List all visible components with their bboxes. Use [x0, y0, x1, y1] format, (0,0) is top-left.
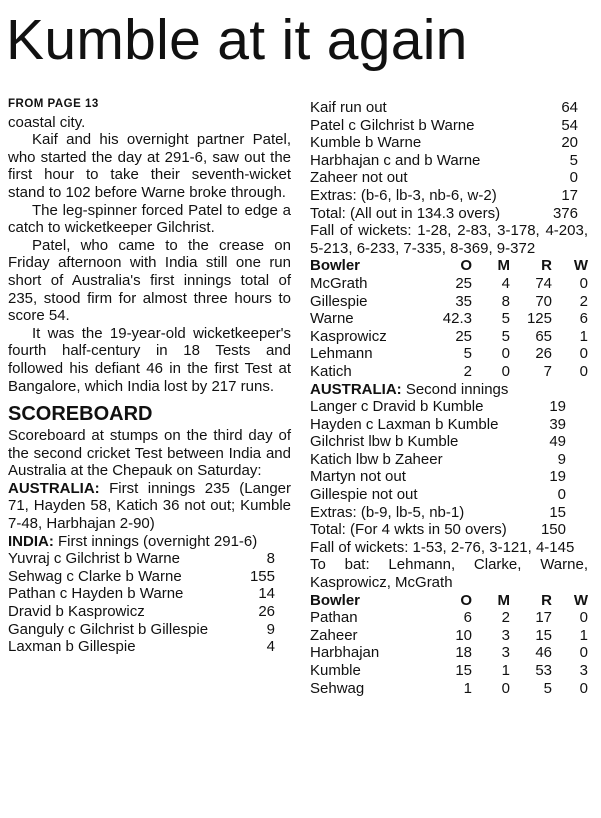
batsman: Hayden c Laxman b Kumble [310, 415, 499, 433]
wickets: 2 [579, 292, 588, 310]
runs: 64 [561, 99, 578, 116]
batting-row [8, 568, 291, 586]
bowling-row [310, 310, 588, 328]
bowling-row [310, 680, 588, 698]
runs: 17 [535, 609, 552, 627]
maidens: 8 [501, 292, 510, 310]
bowling-row [310, 627, 588, 645]
overs: 15 [455, 662, 472, 679]
bowler: Harbhajan [310, 644, 380, 662]
batting-row [310, 468, 566, 486]
total-row [310, 521, 566, 539]
australia-first-innings [8, 480, 291, 533]
overs: 10 [455, 626, 472, 644]
total-value: 376 [552, 204, 578, 222]
runs: 9 [557, 450, 566, 468]
maidens: 5 [501, 327, 510, 345]
overs: 1 [463, 679, 472, 697]
total-label: Total: (For 4 wkts in 50 overs) [310, 521, 507, 539]
maidens: 0 [501, 362, 510, 380]
wickets: 0 [579, 679, 588, 697]
header-overs: O [460, 257, 472, 275]
maidens: 1 [501, 662, 510, 679]
header-maidens: M [497, 591, 510, 609]
header-overs: O [460, 591, 472, 609]
bowler: Gillespie [310, 292, 368, 310]
wickets: 0 [579, 274, 588, 292]
overs: 25 [455, 327, 472, 345]
india-first-innings-text: First innings (overnight 291-6) [53, 532, 258, 550]
paragraph-4: It was the 19-year-old wicketkeeper's fourth half-century in 18 Tests and followed his defiant 46 in the first Test at Bangalore, which India lost by 217 runs. [8, 324, 291, 395]
extras-value: 17 [561, 186, 578, 204]
runs: 39 [549, 415, 566, 433]
bowling-header-row [310, 257, 588, 275]
continued-from-kicker: FROM PAGE 13 [8, 98, 99, 110]
australia-fall-of-wickets: Fall of wickets: 1-53, 2-76, 3-121, 4-145 [310, 538, 575, 556]
maidens: 5 [501, 310, 510, 328]
runs: 5 [543, 679, 552, 697]
paragraph-3: Patel, who came to the crease on Friday afternoon with India still one run short of Australia's first innings total of 235, stood firm for almost three hours to score 54. [8, 236, 291, 325]
bowler: Warne [310, 310, 354, 328]
batting-row [310, 486, 566, 504]
batsman: Pathan c Hayden b Warne [8, 585, 184, 603]
wickets: 1 [579, 327, 588, 345]
batsman: Kaif run out [310, 99, 387, 116]
scoreboard-heading: SCOREBOARD [8, 403, 153, 426]
wickets: 0 [579, 345, 588, 363]
header-maidens: M [497, 257, 510, 275]
bowling-row [310, 609, 588, 627]
runs: 155 [249, 567, 275, 585]
batsman: Yuvraj c Gilchrist b Warne [8, 550, 180, 568]
paragraph-2: The leg-spinner forced Patel to edge a catch to wicketkeeper Gilchrist. [8, 201, 291, 237]
overs: 5 [463, 345, 472, 363]
runs: 19 [549, 468, 566, 486]
australia-bowling-table [310, 257, 588, 380]
overs: 18 [455, 644, 472, 662]
scoreboard-intro: Scoreboard at stumps on the third day of the second cricket Test between India and Australia at the Chepauk on Saturday: [8, 427, 291, 480]
header-wickets: W [573, 591, 588, 609]
bowler: Zaheer [310, 626, 358, 644]
bowler: Pathan [310, 609, 358, 627]
runs: 7 [543, 362, 552, 380]
runs: 5 [569, 151, 578, 169]
header-bowler: Bowler [310, 591, 361, 609]
wickets: 1 [579, 626, 588, 644]
runs: 26 [535, 345, 552, 363]
extras-label: Extras: (b-9, lb-5, nb-1) [310, 503, 465, 521]
batsman: Gilchrist lbw b Kumble [310, 433, 459, 451]
runs: 15 [535, 626, 552, 644]
batting-row [310, 134, 588, 152]
runs: 74 [535, 274, 552, 292]
extras-row [310, 187, 588, 205]
wickets: 3 [579, 662, 588, 679]
overs: 6 [463, 609, 472, 627]
runs: 0 [557, 486, 566, 504]
batsman: Sehwag c Clarke b Warne [8, 567, 182, 585]
bowling-row [310, 644, 588, 662]
batting-row [8, 550, 291, 568]
australia-label: AUSTRALIA: [8, 479, 100, 497]
maidens: 0 [501, 345, 510, 363]
runs: 4 [266, 638, 275, 656]
bowling-row [310, 293, 588, 311]
batsman: Harbhajan c and b Warne [310, 151, 481, 169]
overs: 25 [455, 274, 472, 292]
batting-row [310, 451, 566, 469]
overs: 2 [463, 362, 472, 380]
bowling-row [310, 275, 588, 293]
bowler: Sehwag [310, 679, 365, 697]
batsman: Dravid b Kasprowicz [8, 603, 145, 621]
batting-row [8, 603, 291, 621]
india-batting-list [8, 550, 291, 656]
batting-row [8, 621, 291, 639]
batting-row [310, 416, 566, 434]
bowler: Kasprowicz [310, 327, 387, 345]
batting-row [310, 117, 588, 135]
australia-label: AUSTRALIA: [310, 380, 402, 398]
maidens: 2 [501, 609, 510, 627]
runs: 14 [258, 585, 275, 603]
bowling-row [310, 328, 588, 346]
runs: 26 [258, 603, 275, 621]
to-bat: To bat: Lehmann, Clarke, Warne, Kasprowicz, McGrath [310, 556, 588, 592]
batsman: Zaheer not out [310, 169, 408, 187]
extras-row [310, 504, 566, 522]
bowling-row [310, 662, 588, 680]
wickets: 0 [579, 609, 588, 627]
runs: 0 [569, 169, 578, 187]
total-value: 150 [540, 521, 566, 539]
india-fall-of-wickets: Fall of wickets: 1-28, 2-83, 3-178, 4-203, 5-213, 6-233, 7-335, 8-369, 9-372 [310, 222, 588, 257]
india-batting-continued [310, 99, 588, 222]
bowler: Kumble [310, 662, 361, 679]
overs: 35 [455, 292, 472, 310]
header-wickets: W [573, 257, 588, 275]
right-column [310, 99, 588, 697]
batsman: Kumble b Warne [310, 134, 422, 152]
extras-value: 15 [549, 503, 566, 521]
wickets: 0 [579, 362, 588, 380]
bowling-row [310, 363, 588, 381]
runs: 49 [549, 433, 566, 451]
australia-first-innings-text: First innings 235 (Langer 71, Hayden 58, Katich 36 not out; Kumble 7-48, Harbhajan 2-90) [8, 479, 291, 533]
australia-second-innings-text: Second innings [401, 380, 509, 398]
maidens: 3 [501, 626, 510, 644]
india-first-innings [8, 533, 291, 551]
runs: 125 [526, 310, 552, 328]
total-label: Total: (All out in 134.3 overs) [310, 204, 501, 222]
runs: 9 [266, 620, 275, 638]
maidens: 4 [501, 274, 510, 292]
runs: 54 [561, 116, 578, 134]
bowler: Lehmann [310, 345, 373, 363]
bowling-header-row [310, 592, 588, 610]
runs: 53 [535, 662, 552, 679]
header-bowler: Bowler [310, 257, 361, 275]
batting-row [8, 585, 291, 603]
paragraph-1: Kaif and his overnight partner Patel, who started the day at 291-6, saw out the first hour to take their seventh-wicket stand to 102 before Warne broke through. [8, 131, 291, 201]
batsman: Laxman b Gillespie [8, 638, 136, 656]
india-bowling-table [310, 592, 588, 698]
india-label: INDIA: [8, 532, 54, 550]
runs: 46 [535, 644, 552, 662]
bowler: McGrath [310, 274, 368, 292]
bowler: Katich [310, 362, 352, 380]
extras-label: Extras: (b-6, lb-3, nb-6, w-2) [310, 186, 497, 204]
batsman: Katich lbw b Zaheer [310, 450, 443, 468]
header-runs: R [541, 257, 552, 275]
runs: 19 [549, 398, 566, 416]
runs: 20 [561, 134, 578, 152]
batsman: Gillespie not out [310, 486, 418, 504]
runs: 70 [535, 292, 552, 310]
batting-row [310, 398, 566, 416]
bowling-row [310, 345, 588, 363]
headline: Kumble at it again [6, 8, 468, 72]
batting-row [8, 638, 291, 656]
batsman: Langer c Dravid b Kumble [310, 398, 484, 416]
maidens: 0 [501, 679, 510, 697]
batting-row [310, 433, 566, 451]
paragraph-0: coastal city. [8, 113, 86, 131]
batsman: Patel c Gilchrist b Warne [310, 116, 475, 134]
maidens: 3 [501, 644, 510, 662]
overs: 42.3 [442, 310, 472, 328]
australia-batting-list [310, 398, 566, 539]
runs: 8 [266, 550, 275, 568]
total-row [310, 205, 588, 223]
wickets: 0 [579, 644, 588, 662]
header-runs: R [541, 591, 552, 609]
australia-second-innings [310, 381, 588, 399]
batsman: Martyn not out [310, 468, 406, 486]
runs: 65 [535, 327, 552, 345]
wickets: 6 [579, 310, 588, 328]
batsman: Ganguly c Gilchrist b Gillespie [8, 620, 209, 638]
batting-row [310, 152, 588, 170]
batting-row [310, 169, 588, 187]
left-column [8, 96, 291, 656]
batting-row [310, 99, 588, 117]
